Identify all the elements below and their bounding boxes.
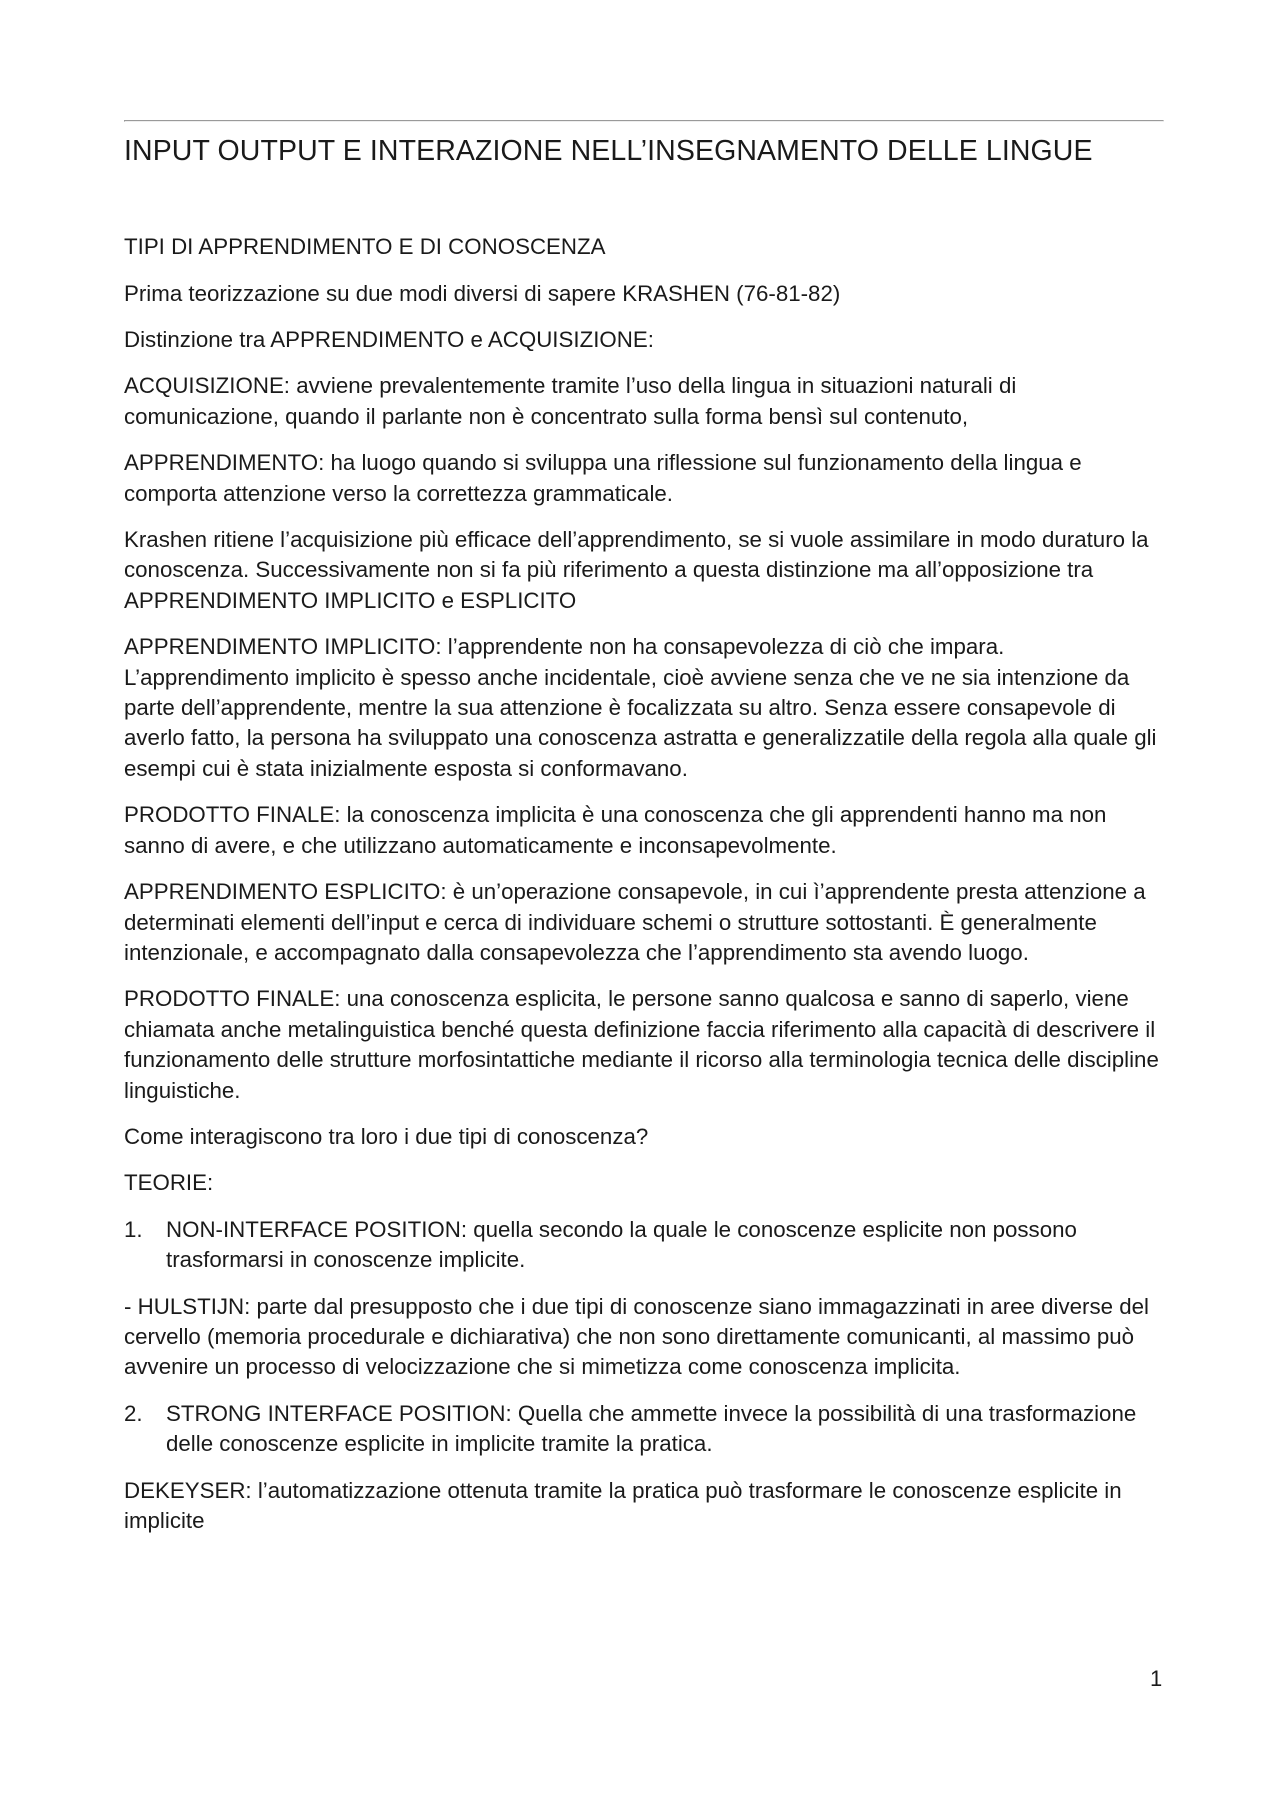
list-item-non-interface xyxy=(124,1215,1164,1276)
paragraph-hulstijn: - HULSTIJN: parte dal presupposto che i due tipi di conoscenze siano immagazzinati in aree diverse del cervello (memoria procedurale e dichiarativa) che non sono direttamente comunicanti, al massimo può avvenire un processo di velocizzazione che si mimetizza come conoscenza implicita. xyxy=(124,1293,1149,1380)
paragraph-krashen-ritiene: Krashen ritiene l’acquisizione più efficace dell’apprendimento, se si vuole assimilare in modo duraturo la conoscenza. Successivamente non si fa più riferimento a questa distinzione ma all’opposizione tra APPRENDIMENTO IMPLICITO e ESPLICITO xyxy=(124,527,1149,613)
paragraph-prodotto-finale-esplicito: PRODOTTO FINALE: una conoscenza esplicita, le persone sanno qualcosa e sanno di saperlo, viene chiamata anche metalinguistica benché questa definizione faccia riferimento alla capacità di descrivere il funzionamento delle strutture morfosintattiche mediante il ricorso alla terminologia tecnica delle discipline linguistiche. xyxy=(124,986,1159,1103)
document-body xyxy=(124,232,1164,1536)
document-page xyxy=(124,120,1164,1552)
section-heading: TIPI DI APPRENDIMENTO E DI CONOSCENZA xyxy=(124,234,606,260)
paragraph-teorie: TEORIE: xyxy=(124,1170,214,1196)
paragraph-dekeyser: DEKEYSER: l’automatizzazione ottenuta tramite la pratica può trasformare le conoscenze esplicite in implicite xyxy=(124,1477,1122,1533)
list-item-strong-interface xyxy=(124,1399,1164,1460)
list-item-text: NON-INTERFACE POSITION: quella secondo la quale le conoscenze esplicite non possono trasformarsi in conoscenze implicite. xyxy=(166,1216,1077,1273)
list-item-text: STRONG INTERFACE POSITION: Quella che ammette invece la possibilità di una trasformazione delle conoscenze esplicite in implicite tramite la pratica. xyxy=(166,1400,1137,1457)
paragraph-domanda: Come interagiscono tra loro i due tipi di conoscenza? xyxy=(124,1123,649,1149)
list-number: 2. xyxy=(124,1400,143,1426)
paragraph-apprendimento: APPRENDIMENTO: ha luogo quando si sviluppa una riflessione sul funzionamento della lingua e comporta attenzione verso la correttezza grammaticale. xyxy=(124,450,1082,506)
list-number: 1. xyxy=(124,1216,143,1242)
document-title: INPUT OUTPUT E INTERAZIONE NELL’INSEGNAMENTO DELLE LINGUE xyxy=(124,135,1093,167)
paragraph-distinzione: Distinzione tra APPRENDIMENTO e ACQUISIZIONE: xyxy=(124,327,654,352)
paragraph-apprendimento-esplicito: APPRENDIMENTO ESPLICITO: è un’operazione consapevole, in cui ì’apprendente presta attenzione a determinati elementi dell’input e cerca di individuare schemi o strutture sottostanti. È generalmente intenzionale, e accompagnato dalla consapevolezza che l’apprendimento sta avendo luogo. xyxy=(124,879,1146,965)
paragraph-acquisizione: ACQUISIZIONE: avviene prevalentemente tramite l’uso della lingua in situazioni naturali di comunicazione, quando il parlante non è concentrato sulla forma bensì sul contenuto, xyxy=(124,373,1017,429)
paragraph-krashen-intro: Prima teorizzazione su due modi diversi di sapere KRASHEN (76-81-82) xyxy=(124,280,841,306)
paragraph-prodotto-finale-implicito: PRODOTTO FINALE: la conoscenza implicita è una conoscenza che gli apprendenti hanno ma non sanno di avere, e che utilizzano automaticamente e inconsapevolmente. xyxy=(124,802,1107,858)
paragraph-apprendimento-implicito: APPRENDIMENTO IMPLICITO: l’apprendente non ha consapevolezza di ciò che impara. L’apprendimento implicito è spesso anche incidentale, cioè avviene senza che ve ne sia intenzione da parte dell’apprendente, mentre la sua attenzione è focalizzata su altro. Senza essere consapevole di averlo fatto, la persona ha sviluppato una conoscenza astratta e generalizzatile della regola alla quale gli esempi cui è stata inizialmente esposta si conformavano. xyxy=(124,634,1157,781)
page-number: 1 xyxy=(1150,1666,1163,1691)
header-rule xyxy=(124,120,1164,122)
